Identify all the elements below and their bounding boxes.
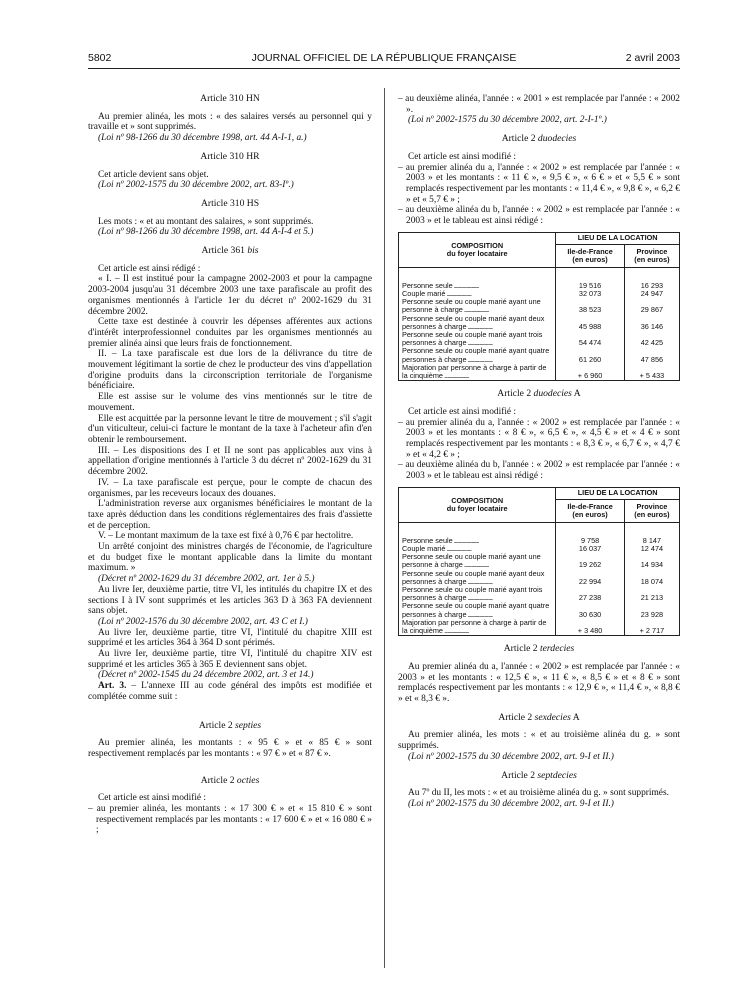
- household-label: Personne seule ou couple marié ayant deux personnes à charge .....: [399, 570, 556, 586]
- article-title: [398, 389, 680, 400]
- household-label: Personne seule .....: [399, 282, 556, 290]
- article-title-main: Article 2: [198, 719, 236, 731]
- province-value: 24 947: [640, 288, 664, 298]
- table-row: [399, 553, 679, 569]
- province-value: 21 213: [640, 593, 664, 603]
- right-column: [398, 94, 680, 810]
- article-text: Au premier alinéa, les mots : « et au troisième alinéa du g. » sont supprimés.: [398, 730, 680, 752]
- page-number: 5802: [88, 52, 112, 64]
- household-label: Personne seule ou couple marié ayant une personne à charge .....: [399, 298, 556, 314]
- article-dash-item: – au deuxième alinéa du b, l'année : « 2002 » est remplacée par l'année : « 2003 » et le tableau est ainsi rédigé :: [398, 205, 680, 227]
- legal-reference: (Décret nº 2002-1629 du 31 décembre 2002, art. 1er à 5.): [98, 574, 315, 585]
- page-header: [88, 52, 680, 66]
- table-row: [399, 586, 679, 602]
- article-dash-item: – au deuxième alinéa du b, l'année : « 2002 » est remplacée par l'année : « 2003 » et le tableau est ainsi rédigé :: [398, 460, 680, 482]
- article-title-tail: A: [571, 388, 581, 400]
- legal-reference: (Loi nº 2002-1575 du 30 décembre 2002, art. 9-I et II.): [408, 751, 614, 762]
- province-header: Province (en euros): [624, 499, 679, 522]
- location-header: LIEU DE LA LOCATION: [556, 488, 679, 500]
- location-header: LIEU DE LA LOCATION: [556, 233, 679, 245]
- article-title-main: Article 2: [498, 711, 535, 723]
- composition-header: COMPOSITION du foyer locataire: [399, 488, 556, 523]
- article-text: Elle est assise sur le volume des vins mentionnés sur le titre de mouvement.: [88, 392, 372, 413]
- table-row: [399, 315, 679, 331]
- table-row: [399, 347, 679, 363]
- article-text: Au premier alinéa, les montants : « 95 € » et « 85 € » sont respectivement remplacés par les montants : « 97 € » et « 87 € ».: [88, 738, 372, 759]
- legal-reference: (Décret nº 2002-1545 du 24 décembre 2002, art. 3 et 14.): [98, 670, 314, 681]
- table-row: [399, 331, 679, 347]
- article-text: IV. – La taxe parafiscale est perçue, pour le compte de chacun des organismes, par les receveurs locaux des douanes.: [88, 477, 372, 499]
- household-label: Personne seule ou couple marié ayant quatre personnes à charge .....: [399, 602, 556, 618]
- household-label: Couple marié .....: [399, 545, 556, 553]
- article-title: [88, 246, 372, 257]
- table-row: [399, 602, 679, 618]
- article-text: Au 7º du II, les mots : « et au troisième alinéa du g. » sont supprimés.: [408, 788, 669, 799]
- article-title: [398, 134, 680, 145]
- article-title-suffix: sexdecies: [534, 711, 571, 723]
- province-value: 29 867: [640, 305, 664, 315]
- article-text: II. – La taxe parafiscale est due lors de la délivrance du titre de mouvement légitimant la sortie de chez le producteur des vins d'appellation d'origine produits dans la circonscription territoriale de l'organisme bénéficiaire.: [88, 349, 372, 392]
- journal-title: JOURNAL OFFICIEL DE LA RÉPUBLIQUE FRANÇAISE: [251, 52, 517, 64]
- legal-reference: (Loi nº 2002-1576 du 30 décembre 2002, art. 43 C et I.): [98, 616, 308, 627]
- idf-value: 16 037: [556, 545, 625, 553]
- household-label: Couple marié .....: [399, 290, 556, 298]
- article-title-main: Article 361: [201, 245, 248, 257]
- province-value: + 5 433: [639, 370, 665, 380]
- idf-value: 19 516: [556, 282, 625, 290]
- household-label: Personne seule ou couple marié ayant deux personnes à charge .....: [399, 315, 556, 331]
- legal-reference: (Loi nº 2002-1575 du 30 décembre 2002, art. 2-I-1º.): [408, 115, 607, 126]
- province-value: 8 147: [642, 535, 662, 545]
- legal-reference: (Loi nº 98-1266 du 30 décembre 1998, art. 44 A-I-1, a.): [98, 133, 307, 144]
- table-row: [399, 619, 679, 635]
- article-text: Cet article devient sans objet.: [98, 169, 209, 180]
- article-title-suffix: octies: [236, 774, 260, 786]
- article-text: Elle est acquittée par la personne levant le titre de mouvement ; s'il s'agit d'un viticulteur, celui-ci facture le montant de la taxe à l'acheteur afin d'en obtenir le remboursement.: [88, 413, 372, 445]
- province-value: 42 425: [640, 338, 664, 348]
- legal-reference: (Loi nº 2002-1575 du 30 décembre 2002, art. 83-Iº.): [98, 180, 294, 191]
- article-title-main: Article 2: [501, 769, 538, 781]
- article-text: Au livre Ier, deuxième partie, titre VI, l'intitulé du chapitre XIV est supprimé et les articles 365 à 365 E deviennent sans objet.: [88, 649, 372, 670]
- idf-value: 30 630: [556, 602, 625, 618]
- article-text: Au livre Ier, deuxième partie, titre VI, l'intitulé du chapitre XIII est supprimé et les articles 364 à 364 D sont périmés.: [88, 627, 372, 649]
- article-title-suffix: terdecies: [539, 643, 575, 655]
- idf-value: 54 474: [556, 331, 625, 347]
- article-title-main: Article 2: [200, 774, 237, 786]
- article-title: Article 310 HS: [200, 197, 260, 209]
- household-label: Personne seule ou couple marié ayant trois personnes à charge .....: [399, 586, 556, 602]
- article-dash-item: – au premier alinéa du a, l'année : « 2002 » est remplacée par l'année : « 2003 » et les montants : « 8 € », « 6,5 € », « 4,5 € » et « 4 € » sont remplacés respectivement par les montants : « 8,3 € », « 6,7 € », « 4,7 € » et « 4,2 € » ;: [398, 417, 680, 460]
- article-title-main: Article 2: [501, 133, 538, 145]
- idf-value: 22 994: [556, 570, 625, 586]
- article-text: V. – Le montant maximum de la taxe est fixé à 0,76 € par hectolitre.: [98, 531, 354, 542]
- article-intro: Cet article est ainsi rédigé :: [98, 263, 201, 274]
- table-row: [399, 298, 679, 314]
- idf-value: + 3 480: [556, 619, 625, 635]
- article-title: Article 310 HN: [200, 93, 260, 104]
- column-divider: [384, 88, 385, 968]
- idf-header: Ile-de-France (en euros): [556, 499, 625, 522]
- article-intro: Cet article est ainsi modifié :: [408, 151, 517, 162]
- issue-date: 2 avril 2003: [625, 52, 680, 64]
- article-title-suffix: duodecies: [537, 133, 577, 145]
- idf-value: 45 988: [556, 315, 625, 331]
- household-label: Personne seule .....: [399, 537, 556, 545]
- household-label: Personne seule ou couple marié ayant trois personnes à charge .....: [399, 331, 556, 347]
- article-3-text: – L'annexe III au code général des impôts est modifiée et complétée comme suit :: [88, 681, 372, 702]
- province-value: 36 146: [640, 321, 664, 331]
- idf-value: 19 262: [556, 553, 625, 569]
- article-text: « I. – Il est institué pour la campagne 2002-2003 et pour la campagne 2003-2004 jusqu'au 31 décembre 2003 une taxe parafiscale au profit des organismes mentionnés à l'article 1er du décret nº 2002-1629 du 31 décembre 2002.: [88, 274, 372, 317]
- table-row: [399, 364, 679, 380]
- article-text: Les mots : « et au montant des salaires, » sont supprimés.: [98, 216, 314, 227]
- article-dash-item: – au premier alinéa du a, l'année : « 2002 » est remplacée par l'année : « 2003 » et les montants : « 11 € », « 9,5 € », « 6 € » et « 5,5 € » sont remplacés respectivement par les montants : « 11,4 € », « 9,8 € », « 6,2 € » et « 5,7 € » ;: [398, 162, 680, 205]
- household-label: Majoration par personne à charge à partir de la cinquième .....: [399, 619, 556, 635]
- idf-value: + 6 960: [556, 364, 625, 380]
- article-text: L'administration reverse aux organismes bénéficiaires le montant de la taxe après déduction dans les conditions réglementaires des frais d'assiette et de perception.: [88, 499, 372, 531]
- idf-header: Ile-de-France (en euros): [556, 244, 625, 267]
- article-title-tail: A: [570, 711, 580, 723]
- province-header: Province (en euros): [624, 244, 679, 267]
- article-title: [88, 721, 372, 732]
- article-dash-item: – au deuxième alinéa, l'année : « 2001 » est remplacée par l'année : « 2002 ».: [398, 94, 680, 115]
- composition-header: COMPOSITION du foyer locataire: [399, 233, 556, 268]
- province-value: 12 474: [640, 544, 664, 553]
- article-dash-item: – au premier alinéa, les montants : « 17 300 € » et « 15 810 € » sont respectivement remplacés par les montants : « 17 600 € » et « 16 080 € » ;: [88, 804, 372, 836]
- household-label: Majoration par personne à charge à partir de la cinquième .....: [399, 364, 556, 380]
- province-value: 18 074: [640, 576, 664, 586]
- article-3-paragraph: [88, 681, 372, 702]
- province-value: 23 928: [640, 609, 664, 619]
- article-title: [398, 713, 680, 724]
- article-text: Au premier alinéa du a, l'année : « 2002 » est remplacée par l'année : « 2003 » et les montants : « 12,5 € », « 11 € », « 8,5 € » et « 8 € » sont remplacés respectivement par les montants : « 12,9 € », « 11,4 € », « 8,8 € » et « 8,3 € ».: [398, 661, 680, 705]
- article-title: [398, 771, 680, 782]
- legal-reference: (Loi nº 2002-1575 du 30 décembre 2002, art. 9-I et II.): [408, 798, 614, 809]
- table-row: [399, 570, 679, 586]
- household-label: Personne seule ou couple marié ayant quatre personnes à charge .....: [399, 347, 556, 363]
- article-title-suffix: septdecies: [537, 769, 577, 781]
- income-ceiling-table: [398, 232, 680, 381]
- article-title-suffix: duodecies: [533, 388, 572, 400]
- province-value: 14 934: [640, 560, 664, 570]
- article-title-suffix: bis: [247, 245, 259, 257]
- province-value: 47 856: [640, 354, 664, 364]
- idf-value: 27 238: [556, 586, 625, 602]
- article-title: Article 310 HR: [200, 150, 260, 162]
- article-text: Un arrêté conjoint des ministres chargés de l'économie, de l'agriculture et du budget fixe le montant applicable dans la limite du montant maximum. »: [88, 542, 372, 574]
- household-label: Personne seule ou couple marié ayant une personne à charge .....: [399, 553, 556, 569]
- left-column: [88, 94, 372, 836]
- article-text: Au premier alinéa, les mots : « des salaires versés au personnel qui y travaille et » sont supprimés.: [88, 111, 372, 133]
- article-text: Cette taxe est destinée à couvrir les dépenses afférentes aux actions d'intérêt interprofessionnel conduites par les organismes mentionnés au premier alinéa ainsi que leurs frais de fonctionnement.: [88, 317, 372, 349]
- province-value: 16 293: [640, 280, 664, 290]
- article-title-main: Article 2: [497, 388, 534, 400]
- idf-value: 32 073: [556, 290, 625, 298]
- province-value: + 2 717: [639, 626, 665, 636]
- article-title: [88, 776, 372, 787]
- article-title: [398, 644, 680, 655]
- article-text: Au livre Ier, deuxième partie, titre VI, les intitulés du chapitre IX et des sections I à IV sont supprimés et les articles 363 D à 363 FA deviennent sans objet.: [88, 584, 372, 617]
- income-ceiling-table: [398, 487, 680, 636]
- article-title-suffix: septies: [235, 719, 262, 731]
- article-3-label: Art. 3.: [98, 681, 127, 692]
- idf-value: 61 260: [556, 347, 625, 363]
- header-rule: [88, 68, 680, 69]
- legal-reference: (Loi nº 98-1266 du 30 décembre 1998, art. 44 A-I-4 et 5.): [98, 227, 314, 238]
- idf-value: 38 523: [556, 298, 625, 314]
- article-intro: Cet article est ainsi modifié :: [98, 793, 207, 804]
- idf-value: 9 758: [556, 537, 625, 545]
- article-text: III. – Les dispositions des I et II ne sont pas applicables aux vins à appellation d'origine mentionnés à l'article 3 du décret nº 2002-1629 du 31 décembre 2002.: [88, 445, 372, 478]
- article-title-main: Article 2: [503, 643, 540, 655]
- article-intro: Cet article est ainsi modifié :: [408, 406, 517, 417]
